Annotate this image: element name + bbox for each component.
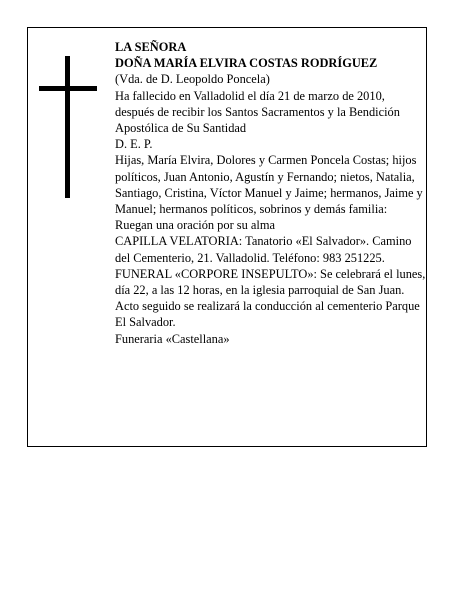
rip-line: D. E. P. — [115, 137, 153, 152]
family-list: Hijas, María Elvira, Dolores y Carmen Poncela Costas; hijos políticos, Juan Antonio, Agustín y Fernando; nietos, Natalia, Santiago, Cristina, Víctor Manuel y Jaime; hermanos, Jaime y Manuel; hermanos políticos, sobrinos y demás familia: — [115, 153, 423, 217]
notice-text — [115, 39, 427, 347]
widow-of: (Vda. de D. Leopoldo Poncela) — [115, 72, 270, 87]
cross-icon-bar — [39, 86, 97, 91]
deceased-name: DOÑA MARÍA ELVIRA COSTAS RODRÍGUEZ — [115, 56, 378, 71]
cross-icon — [65, 56, 70, 198]
funeral-info: FUNERAL «CORPORE INSEPULTO»: Se celebrará el lunes, día 22, a las 12 horas, en la iglesia parroquial de San Juan. Acto seguido se realizará la conducción al cementerio Parque El Salvador. — [115, 266, 426, 330]
obituary-notice — [27, 27, 427, 447]
notice-title: LA SEÑORA — [115, 40, 187, 54]
funeral-home: Funeraria «Castellana» — [115, 331, 230, 346]
prayer-request: Ruegan una oración por su alma — [115, 218, 275, 233]
death-statement: Ha fallecido en Valladolid el día 21 de marzo de 2010, después de recibir los Santos Sacramentos y la Bendición Apostólica de Su Santidad — [115, 88, 400, 136]
chapel-info: CAPILLA VELATORIA: Tanatorio «El Salvador». Camino del Cementerio, 21. Valladolid. Teléfono: 983 251225. — [115, 234, 412, 265]
